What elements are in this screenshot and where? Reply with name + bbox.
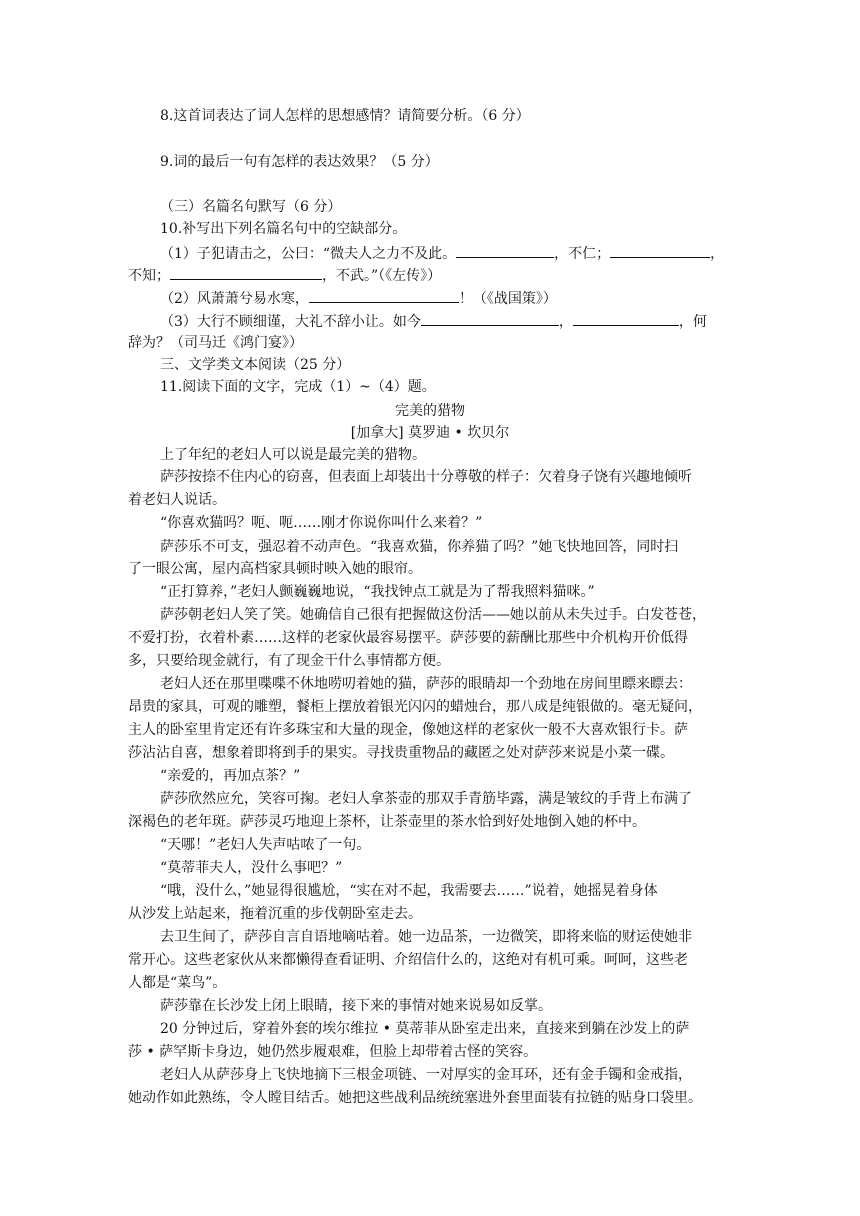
answer-blank[interactable]	[421, 311, 559, 326]
answer-blank[interactable]	[610, 243, 710, 258]
question-9: 9.词的最后一句有怎样的表达效果？（5 分）	[160, 154, 439, 170]
story-line: “天哪！”老妇人失声咕哝了一句。	[160, 837, 371, 853]
story-line: 莎沾沾自喜，想象着即将到手的果实。寻找贵重物品的藏匿之处对萨莎来说是小菜一碟。	[128, 745, 674, 761]
story-title: 完美的猎物	[395, 403, 465, 419]
question-10: 10.补写出下列名篇名句中的空缺部分。	[160, 221, 407, 237]
fill-item-3-text-c: ，何	[678, 314, 707, 330]
story-author: [加拿大] 莫罗迪 • 坎贝尔	[350, 425, 510, 441]
fill-item-3-line-1	[160, 311, 707, 332]
story-line: 莎 • 萨罕斯卡身边，她仍然步履艰难，但脸上却带着古怪的笑容。	[128, 1044, 538, 1060]
story-line: “哦，没什么，”她显得很尴尬，“实在对不起，我需要去……”说着，她摇晃着身体	[160, 883, 658, 899]
story-line: 20 分钟过后，穿着外套的埃尔维拉 • 莫蒂菲从卧室走出来，直接来到躺在沙发上的萨	[160, 1021, 690, 1037]
section-heading-famous-quotes: （三）名篇名句默写（6 分）	[160, 199, 342, 215]
question-8: 8.这首词表达了词人怎样的思想感情？请简要分析。（6 分）	[160, 108, 530, 124]
story-line: 她动作如此熟练，令人瞠目结舌。她把这些战利品统统塞进外套里面装有拉链的贴身口袋里。	[128, 1090, 702, 1106]
story-line: 昂贵的家具，可观的雕塑，餐柜上摆放着银光闪闪的蜡烛台，那八成是纯银做的。毫无疑问，	[128, 699, 702, 715]
question-11: 11.阅读下面的文字，完成（1）~（4）题。	[160, 379, 436, 395]
story-line: 去卫生间了，萨莎自言自语地嘀咕着。她一边品茶，一边微笑，即将来临的财运使她非	[160, 929, 692, 945]
story-line: 不爱打扮，衣着朴素……这样的老家伙最容易摆平。萨莎要的薪酬比那些中介机构开价低得	[128, 630, 688, 646]
story-line: 多，只要给现金就行，有了现金干什么事情都方便。	[128, 653, 450, 669]
answer-blank[interactable]	[309, 288, 459, 303]
story-line: 萨莎乐不可支，强忍着不动声色。“我喜欢猫，你养猫了吗？”她飞快地回答，同时扫	[160, 539, 679, 555]
section-heading-literary-reading: 三、文学类文本阅读（25 分）	[160, 357, 351, 373]
fill-item-1-text-c: ，	[710, 246, 725, 262]
fill-item-1-text-b: ，不仁；	[554, 246, 611, 262]
story-line: 老妇人从萨莎身上飞快地摘下三根金项链、一对厚实的金耳环，还有金手镯和金戒指，	[160, 1067, 692, 1083]
story-line: 主人的卧室里肯定还有许多珠宝和大量的现金，像她这样的老家伙一般不大喜欢银行卡。萨	[128, 722, 688, 738]
fill-item-1-text-e: ，不武。”（《左传》）	[322, 268, 442, 284]
answer-blank[interactable]	[456, 243, 554, 258]
story-line: 萨莎靠在长沙发上闭上眼睛，接下来的事情对她来说易如反掌。	[160, 998, 552, 1014]
fill-item-3-text-b: ，	[558, 314, 573, 330]
fill-item-1-text-a: （1）子犯请击之，公曰：“微夫人之力不及此。	[160, 246, 457, 262]
story-line: 萨莎按捺不住内心的窃喜，但表面上却装出十分尊敬的样子：欠着身子饶有兴趣地倾听	[160, 469, 692, 485]
fill-item-3-line-2: 辞为？（司马迁《鸿门宴》）	[128, 335, 303, 351]
fill-item-2-text-b: ！（《战国策》）	[458, 291, 557, 307]
fill-item-2	[160, 288, 557, 309]
fill-item-2-text-a: （2）风萧萧兮易水寒，	[160, 291, 309, 307]
story-line: 人都是“菜鸟”。	[128, 975, 227, 991]
answer-blank[interactable]	[170, 265, 322, 280]
story-line: 着老妇人说话。	[128, 492, 226, 508]
story-line: 从沙发上站起来，拖着沉重的步伐朝卧室走去。	[128, 906, 422, 922]
story-line: 常开心。这些老家伙从来都懒得查看证明、介绍信什么的，这绝对有机可乘。呵呵，这些老	[128, 952, 688, 968]
story-line: “亲爱的，再加点茶？”	[160, 768, 301, 784]
fill-item-1-text-d: 不知；	[128, 268, 170, 284]
fill-item-1-line-2	[128, 265, 441, 286]
story-line: “莫蒂菲夫人，没什么事吧？”	[160, 860, 343, 876]
story-line: “正打算养，”老妇人颤巍巍地说，“我找钟点工就是为了帮我照料猫咪。”	[160, 584, 595, 600]
story-line: 萨莎欣然应允，笑容可掬。老妇人拿茶壶的那双手青筋毕露，满是皱纹的手背上布满了	[160, 791, 692, 807]
story-line: 萨莎朝老妇人笑了笑。她确信自己很有把握做这份活——她以前从未失过手。白发苍苍，	[160, 607, 706, 623]
story-line: “你喜欢猫吗？呃、呃……刚才你说你叫什么来着？”	[160, 515, 483, 531]
story-line: 了一眼公寓，屋内高档家具顿时映入她的眼帘。	[128, 561, 422, 577]
story-line: 老妇人还在那里喋喋不休地唠叨着她的猫，萨莎的眼睛却一个劲地在房间里瞟来瞟去：	[160, 676, 692, 692]
fill-item-3-text-a: （3）大行不顾细谨，大礼不辞小让。如今	[160, 314, 421, 330]
story-line: 上了年纪的老妇人可以说是最完美的猎物。	[160, 447, 426, 463]
answer-blank[interactable]	[573, 311, 679, 326]
fill-item-1-line-1	[160, 243, 724, 264]
story-line: 深褐色的老年斑。萨莎灵巧地迎上茶杯，让茶壶里的茶水恰到好处地倒入她的杯中。	[128, 814, 646, 830]
